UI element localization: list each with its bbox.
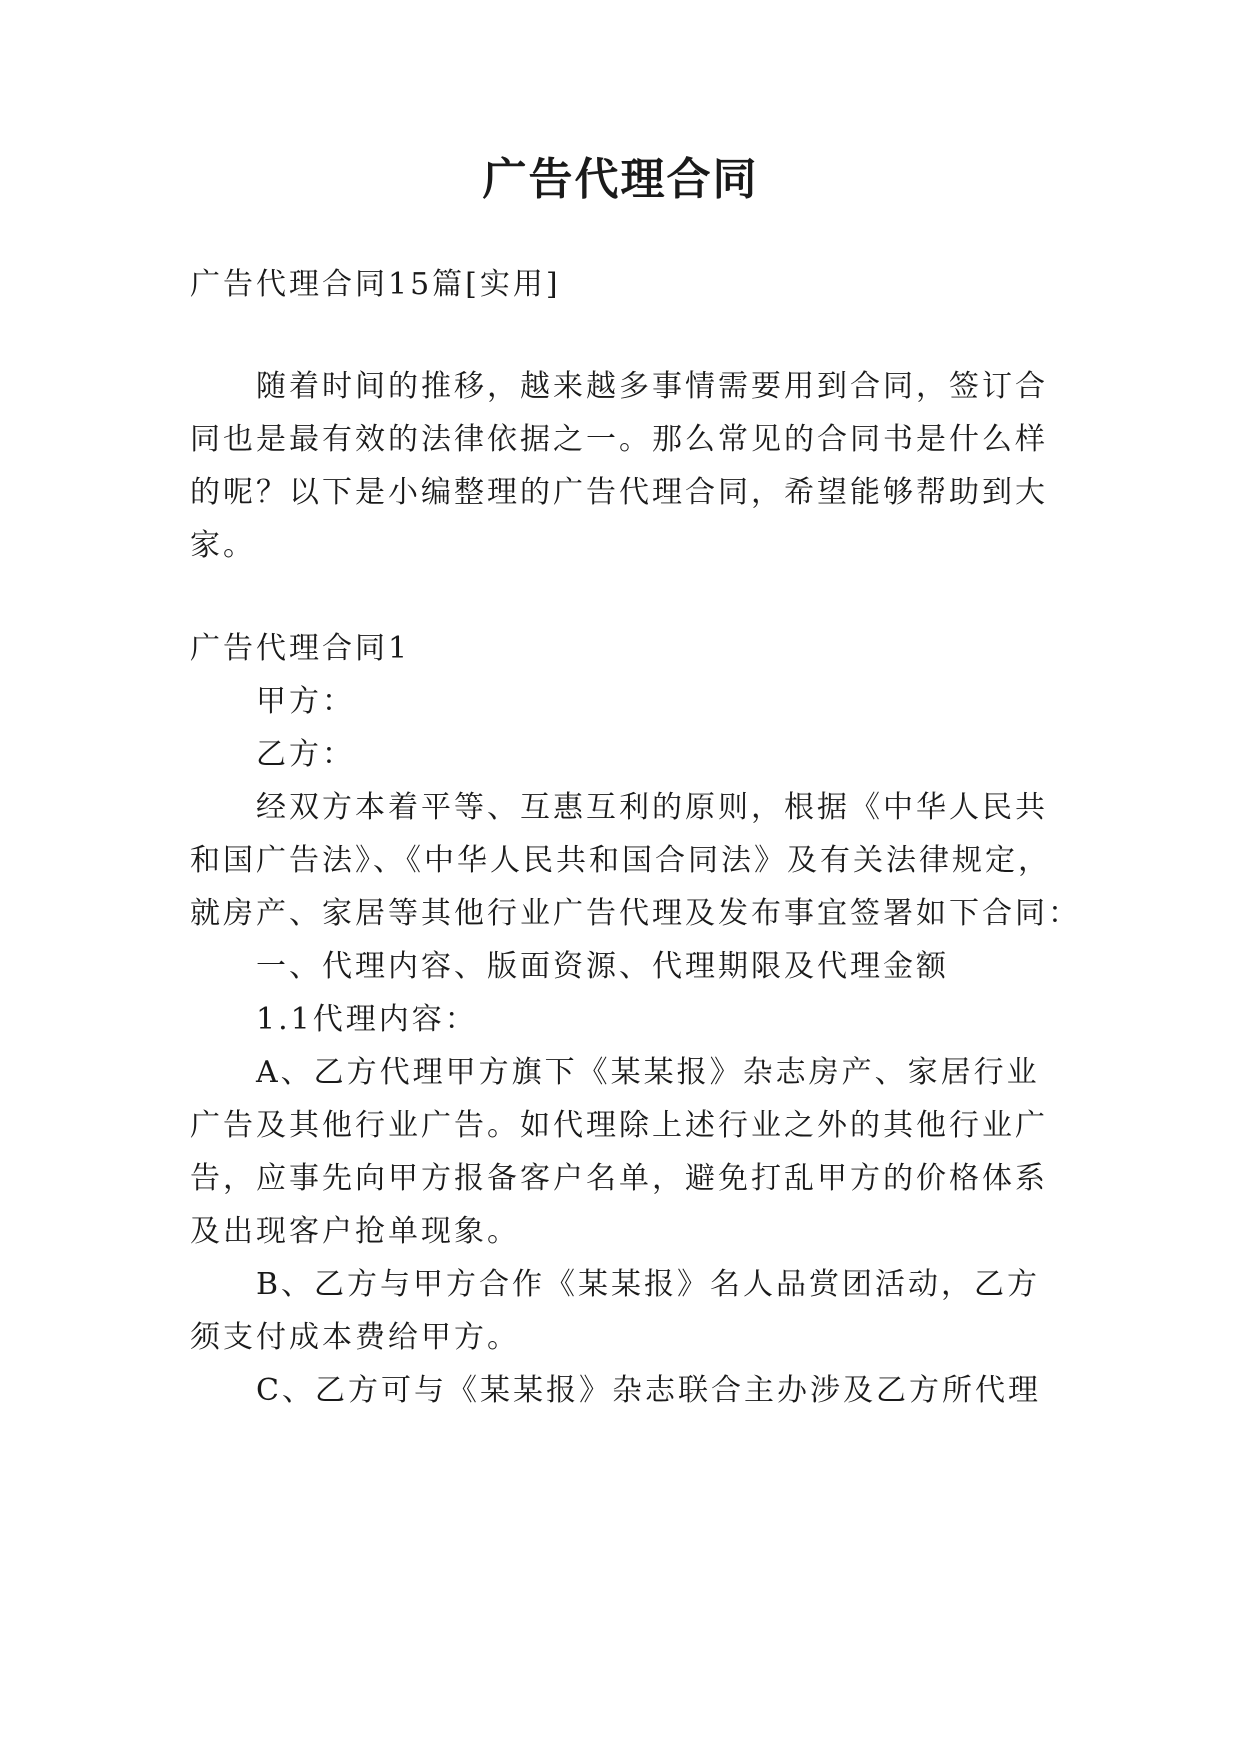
preamble-line-1: 经双方本着平等、互惠互利的原则，根据《中华人民共 — [256, 790, 1048, 825]
item-a-line-2: 广告及其他行业广告。如代理除上述行业之外的其他行业广 — [190, 1108, 1048, 1143]
item-a-line-3: 告，应事先向甲方报备客户名单，避免打乱甲方的价格体系 — [190, 1161, 1048, 1196]
document-subtitle: 广告代理合同15篇[实用] — [190, 267, 561, 302]
party-a-label: 甲方： — [256, 684, 355, 719]
intro-line-3: 的呢？以下是小编整理的广告代理合同，希望能够帮助到大 — [190, 475, 1048, 510]
item-b-line-2: 须支付成本费给甲方。 — [190, 1320, 520, 1355]
document-title: 广告代理合同 — [482, 154, 759, 205]
party-b-label: 乙方： — [256, 737, 355, 772]
item-a-line-4: 及出现客户抢单现象。 — [190, 1214, 520, 1249]
item-b-line-1: B、乙方与甲方合作《某某报》名人品赏团活动，乙方 — [256, 1267, 1041, 1302]
preamble-line-2: 和国广告法》、《中华人民共和国合同法》及有关法律规定， — [190, 843, 1051, 878]
preamble-line-3: 就房产、家居等其他行业广告代理及发布事宜签署如下合同： — [190, 896, 1081, 931]
intro-line-1: 随着时间的推移，越来越多事情需要用到合同，签订合 — [256, 369, 1048, 404]
intro-line-4: 家。 — [190, 528, 256, 563]
clause-1-1: 1.1代理内容： — [256, 1002, 478, 1037]
section-heading: 广告代理合同1 — [190, 631, 411, 666]
item-a-line-1: A、乙方代理甲方旗下《某某报》杂志房产、家居行业 — [256, 1055, 1040, 1090]
clause-1-heading: 一、代理内容、版面资源、代理期限及代理金额 — [256, 949, 949, 984]
item-c-line-1: C、乙方可与《某某报》杂志联合主办涉及乙方所代理 — [256, 1373, 1041, 1408]
intro-line-2: 同也是最有效的法律依据之一。那么常见的合同书是什么样 — [190, 422, 1048, 457]
